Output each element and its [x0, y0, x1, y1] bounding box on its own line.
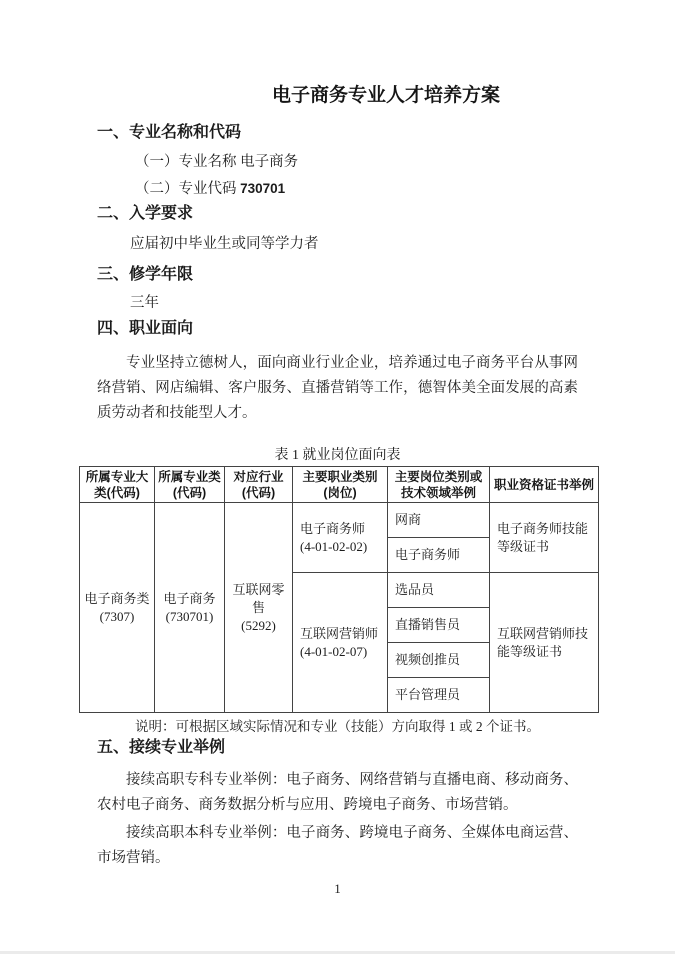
- header-major-category: 所属专业类(代码): [155, 467, 225, 503]
- heading-section-3: 三、修学年限: [97, 266, 194, 283]
- header-certificate-examples: 职业资格证书举例: [490, 467, 599, 503]
- item-major-code-value: 730701: [240, 181, 286, 196]
- major-class-code: (7307): [99, 608, 135, 624]
- continuing-bachelor-paragraph: 接续高职本科专业举例：电子商务、跨境电子商务、全媒体电商运营、市场营销。: [97, 825, 578, 866]
- industry-code: (5292): [241, 617, 276, 633]
- employment-table-header: [80, 467, 599, 503]
- heading-section-2: 二、入学要求: [97, 205, 194, 222]
- occupation-marketer-name: 互联网营销师: [300, 625, 379, 641]
- item-major-code-label: （二）专业代码: [135, 181, 237, 197]
- document-title: 电子商务专业人才培养方案: [271, 85, 500, 106]
- heading-section-5: 五、接续专业举例: [97, 739, 226, 756]
- major-category-code: (730701): [165, 608, 214, 624]
- cell-position-ecommerce-specialist: 电子商务师: [388, 538, 490, 573]
- major-class-name: 电子商务类: [84, 590, 150, 606]
- heading-section-1: 一、专业名称和代码: [97, 124, 242, 141]
- header-occupation: 主要职业类别(岗位): [293, 467, 388, 503]
- cell-position-video-creator: 视频创推员: [388, 643, 490, 678]
- industry-name: 互联网零售: [232, 581, 285, 615]
- occupation-ecommerce-code: (4-01-02-02): [300, 538, 368, 554]
- item-major-name: （一）专业名称 电子商务: [135, 154, 299, 170]
- career-orientation-paragraph: 专业坚持立德树人，面向商业行业企业，培养通过电子商务平台从事网络营销、网店编辑、客户服务、直播营销等工作，德智体美全面发展的高素质劳动者和技能型人才。: [97, 355, 578, 421]
- cell-certificate-ecommerce: 电子商务师技能等级证书: [490, 503, 599, 573]
- page-number: 1: [334, 881, 341, 896]
- cell-major-class: [80, 503, 155, 713]
- table-row: [80, 503, 599, 538]
- continuing-college-paragraph: 接续高职专科专业举例：电子商务、网络营销与直播电商、移动商务、农村电子商务、商务数据分析与应用、跨境电子商务、市场营销。: [97, 772, 578, 813]
- entry-requirement-text: 应届初中毕业生或同等学力者: [130, 236, 319, 252]
- cell-occupation-ecommerce: [293, 503, 388, 573]
- major-category-name: 电子商务: [163, 590, 216, 606]
- study-duration-text: 三年: [130, 295, 159, 311]
- cell-position-online-merchant: 网商: [388, 503, 490, 538]
- cell-position-product-selector: 选品员: [388, 573, 490, 608]
- cell-position-livestream-seller: 直播销售员: [388, 608, 490, 643]
- cell-position-platform-manager: 平台管理员: [388, 678, 490, 713]
- cell-occupation-internet-marketer: [293, 573, 388, 713]
- table-note: 说明：可根据区域实际情况和专业（技能）方向取得 1 或 2 个证书。: [135, 719, 540, 734]
- table-caption: 表 1 就业岗位面向表: [274, 448, 401, 463]
- header-position-examples: 主要岗位类别或技术领域举例: [388, 467, 490, 503]
- cell-major-category: [155, 503, 225, 713]
- cell-industry: [225, 503, 293, 713]
- occupation-ecommerce-name: 电子商务师: [300, 520, 366, 536]
- header-major-class: 所属专业大类(代码): [80, 467, 155, 503]
- cell-certificate-internet-marketer: 互联网营销师技能等级证书: [490, 573, 599, 713]
- item-major-code: [97, 181, 578, 197]
- heading-section-4: 四、职业面向: [97, 320, 194, 337]
- header-industry: 对应行业(代码): [225, 467, 293, 503]
- occupation-marketer-code: (4-01-02-07): [300, 643, 368, 659]
- header-row: [80, 467, 599, 503]
- employment-table-body: [80, 503, 599, 713]
- employment-table: [79, 466, 599, 713]
